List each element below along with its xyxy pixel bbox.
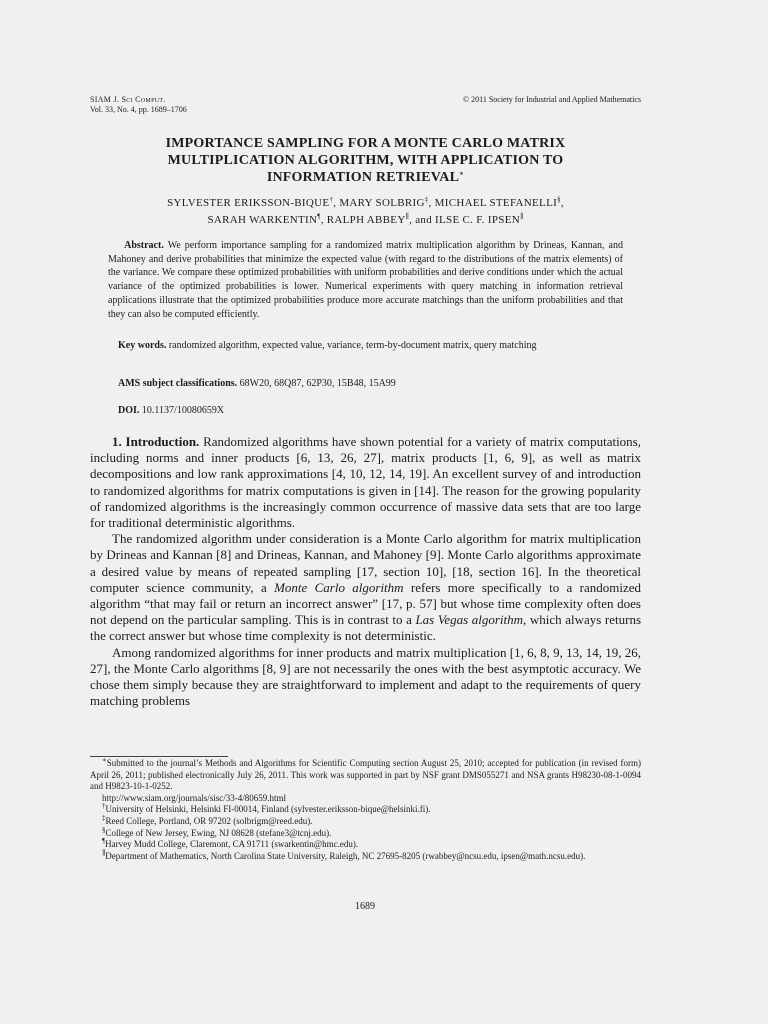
author-6-mark: ∥ <box>519 212 524 221</box>
doi-text: 10.1137/10080659X <box>141 405 225 416</box>
footnote-2-text: University of Helsinki, Helsinki FI-00014, Finland (sylvester.eriksson-bique@helsinki.fi). <box>105 804 431 815</box>
footnote-3-text: Reed College, Portland, OR 97202 (solbrigm@reed.edu). <box>105 815 313 826</box>
ams-label: AMS subject classifications. <box>118 378 238 389</box>
title-line-3 <box>90 169 641 186</box>
footnote-3-mark: ‡ <box>102 813 106 822</box>
author-1-mark: † <box>329 195 334 204</box>
journal-name: SIAM J. Sci Comput. <box>90 95 166 104</box>
abstract-text: We perform importance sampling for a randomized matrix multiplication algorithm by Drineas, Kannan, and Mahoney and derive probabilities that minimize the expected value (with regard to the distributions of the matrix elements) of the variance. We compare these optimized probabilities with uniform probabilities and derive conditions under which the actual variance of the optimized probabilities is lower. Numerical experiments with query matching in information retrieval applications illustrate that the optimized probabilities produce more accurate matchings than the uniform probabilities and that they can also be computed efficiently. <box>108 240 623 320</box>
keywords-text: randomized algorithm, expected value, variance, term-by-document matrix, query matching <box>168 340 537 351</box>
section-heading: 1. Introduction. <box>112 434 200 449</box>
footnote-5 <box>90 839 641 851</box>
footnote-1-url[interactable]: http://www.siam.org/journals/sisc/33-4/80659.html <box>102 792 286 803</box>
intro-paragraph-3: Among randomized algorithms for inner products and matrix multiplication [1, 6, 8, 9, 13, 14, 19, 26, 27], the Monte Carlo algorithms [8, 9] are not necessarily the ones with the best asymptotic accuracy. We chose them simply because they are straightforward to implement and adapt to the requirements of query matching problems <box>90 644 641 709</box>
intro-p2-c: , which always returns the correct answer but whose time complexity is not deterministic. <box>90 612 642 644</box>
author-2-mark: ‡ <box>424 195 429 204</box>
author-6: , and ILSE C. F. IPSEN <box>409 214 520 226</box>
author-2: , MARY SOLBRIG <box>333 197 425 209</box>
page-number: 1689 <box>355 901 375 912</box>
author-5: , RALPH ABBEY <box>320 214 406 226</box>
introduction-section <box>90 434 641 709</box>
footnote-4-mark: § <box>102 825 106 834</box>
title-line-1: IMPORTANCE SAMPLING FOR A MONTE CARLO MATRIX <box>165 136 566 151</box>
footnote-2-mark: † <box>102 802 106 811</box>
intro-paragraph-1 <box>90 434 641 531</box>
footnote-3 <box>90 813 641 828</box>
keywords-label: Key words. <box>118 340 167 351</box>
footnote-6-text: Department of Mathematics, North Carolina State University, Raleigh, NC 27695-8205 (rwabbey@ncsu.edu, ipsen@math.ncsu.edu). <box>105 850 586 861</box>
intro-p1-text: Randomized algorithms have shown potential for a variety of matrix computations, including norms and inner products [6, 13, 26, 27], matrix products [1, 6, 9], as well as matrix decompositions and low rank approximations [4, 10, 12, 14, 19]. An excellent survey of and introduction to randomized algorithms for matrix computations is given in [14]. The reason for the growing popularity of randomized algorithms is the increasingly common occurrence of massive data sets that are too large for traditional deterministic algorithms. <box>90 434 641 531</box>
footnote-1-text: Submitted to the journal’s Methods and Algorithms for Scientific Computing section August 25, 2010; accepted for publication (in revised form) April 26, 2011; published electronically July 26, 2011. This work was supported in part by NSF grant DMS055271 and NSA grants H98230-08-1-0094 and H9823-10-1-0252. <box>90 758 641 792</box>
author-line-1: SYLVESTER ERIKSSON-BIQUE†, MARY SOLBRIG‡, MICHAEL STEFANELLI§, <box>167 195 564 209</box>
author-4: SARAH WARKENTIN <box>207 214 318 226</box>
title-footnote-mark: ∗ <box>459 169 465 178</box>
abstract <box>108 239 623 321</box>
intro-p2-em-1: Monte Carlo algorithm <box>274 579 404 595</box>
copyright-notice: © 2011 Society for Industrial and Applied Mathematics <box>463 95 641 104</box>
footnote-4-text: College of New Jersey, Ewing, NJ 08628 (stefane3@tcnj.edu). <box>105 827 332 838</box>
author-3-mark: § <box>557 195 561 204</box>
author-list <box>90 195 641 229</box>
footnote-divider <box>90 756 228 757</box>
footnote-6-mark: ∥ <box>102 848 106 857</box>
keywords <box>108 339 623 353</box>
author-4-mark: ¶ <box>317 212 321 221</box>
journal-citation <box>90 95 187 115</box>
intro-p2-b: refers more specifically to a randomized algorithm “that may fail or return an incorrect answer” [17, p. 57] but whose time complexity often does not depend on the particular sampling. This is in contrast to a <box>90 579 641 628</box>
author-line-2 <box>90 212 641 229</box>
intro-p2-em-2: Las Vegas algorithm <box>415 612 524 628</box>
intro-p2-a: The randomized algorithm under consideration is a Monte Carlo algorithm for matrix multiplication by Drineas and Kannan [8] and Drineas, Kannan, and Mahoney [9]. Monte Carlo algorithms approximate a desired value by means of repeated sampling [17, section 10], [18, section 16]. In the theoretical computer science community, a <box>90 531 641 595</box>
ams-classifications <box>108 377 623 391</box>
paper-title <box>90 135 641 186</box>
ams-text: 68W20, 68Q87, 62P30, 15B48, 15A99 <box>239 378 396 389</box>
journal-volume: Vol. 33, No. 4, pp. 1689–1706 <box>90 105 187 114</box>
footnote-4 <box>90 825 641 840</box>
author-5-mark: ∥ <box>405 212 410 221</box>
footnote-2 <box>90 804 641 816</box>
doi-label: DOI. <box>118 405 140 416</box>
intro-paragraph-2 <box>90 531 641 644</box>
author-3: , MICHAEL STEFANELLI <box>428 197 558 209</box>
abstract-label: Abstract. <box>124 240 164 251</box>
title-line-3-text: INFORMATION RETRIEVAL <box>266 170 460 185</box>
footnote-5-mark: ¶ <box>102 837 106 846</box>
footnote-5-text: Harvey Mudd College, Claremont, CA 91711 (swarkentin@hmc.edu). <box>105 839 359 850</box>
footnotes <box>90 758 641 862</box>
title-line-2: MULTIPLICATION ALGORITHM, WITH APPLICATION TO <box>167 153 564 168</box>
doi <box>108 404 623 418</box>
footnote-6 <box>90 848 641 863</box>
footnote-1 <box>90 758 641 793</box>
footnote-1-mark: ∗ <box>102 756 107 764</box>
author-1: SYLVESTER ERIKSSON-BIQUE <box>167 197 330 209</box>
